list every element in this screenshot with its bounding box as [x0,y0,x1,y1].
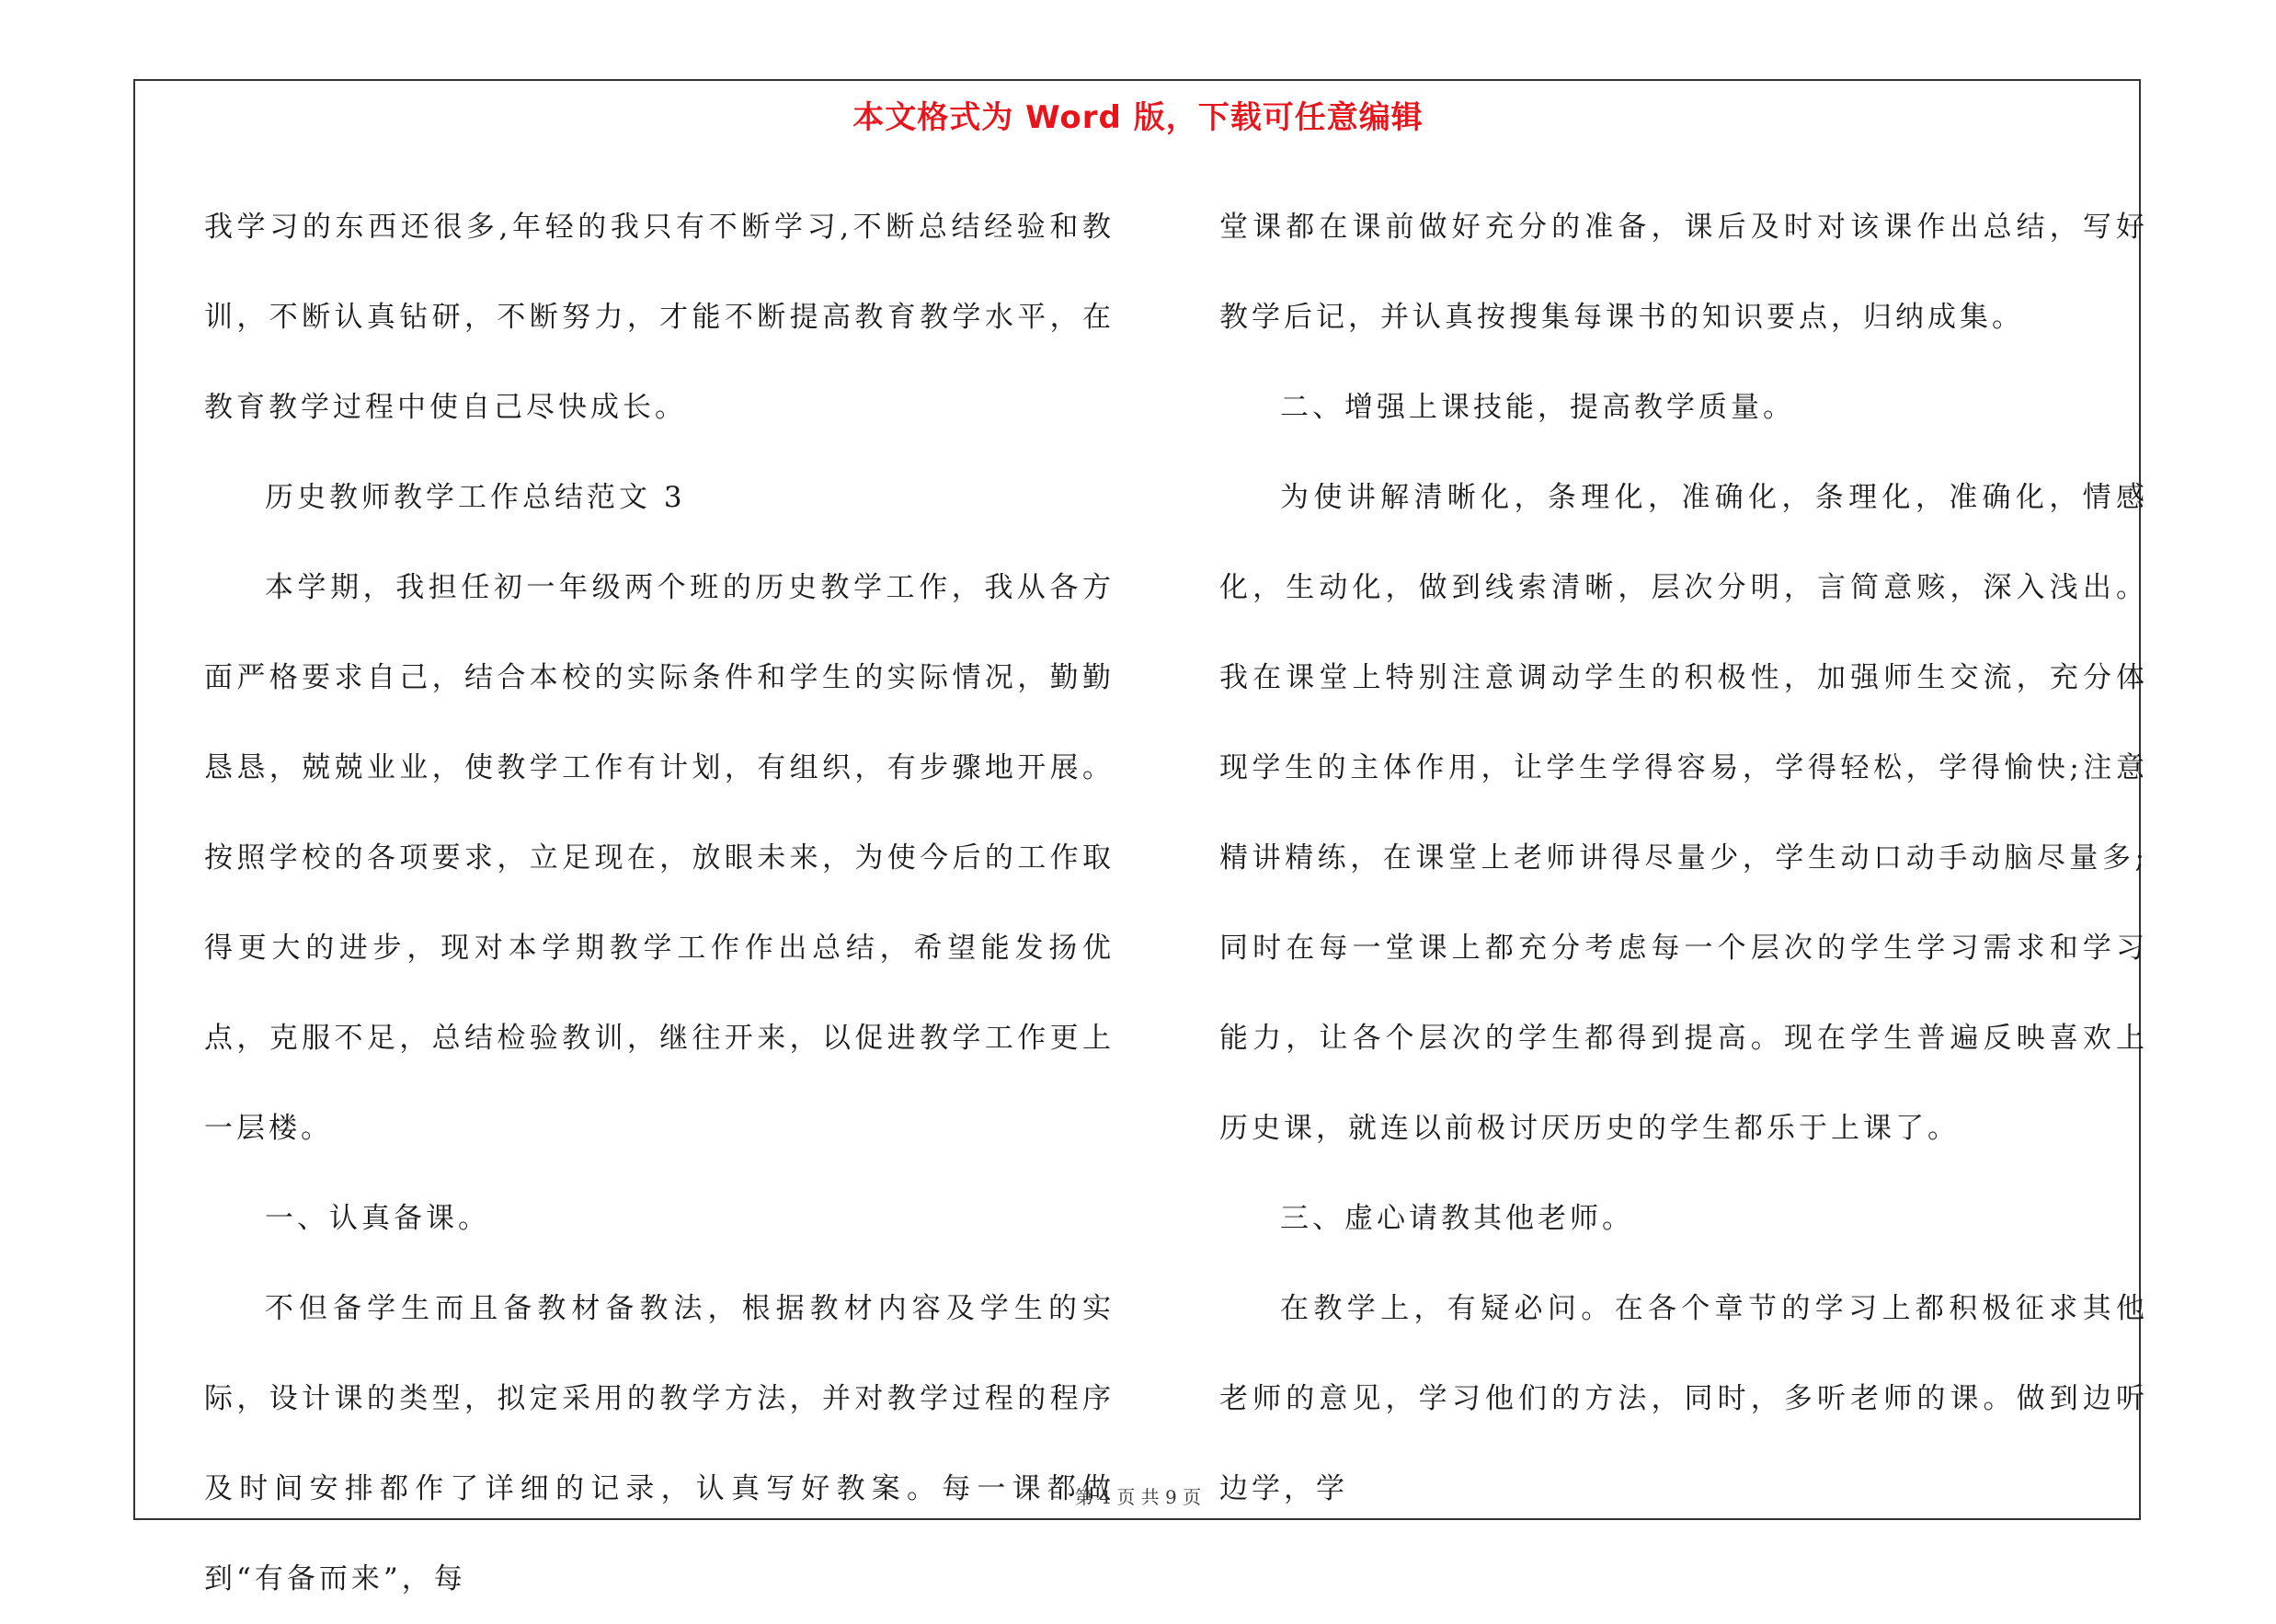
section-heading-title: 历史教师教学工作总结范文 3 [265,481,686,514]
paragraph-intro: 本学期，我担任初一年级两个班的历史教学工作，我从各方面严格要求自己，结合本校的实际条件和学生的实际情况，勤勤恳恳，兢兢业业，使教学工作有计划，有组织，有步骤地开展。按照学校的各项要求，立足现在，放眼未来，为使今后的工作取得更大的进步，现对本学期教学工作作出总结，希望能发扬优点，克服不足，总结检验教训，继往开来，以促进教学工作更上一层楼。 [204,571,1115,1145]
paragraph-lesson-prep: 不但备学生而且备教材备教法，根据教材内容及学生的实际，设计课的类型，拟定采用的教学方法，并对教学过程的程序及时间安排都作了详细的记录，认真写好教案。每一课都做到“有备而来”，每 [204,1292,1115,1595]
section-heading-2: 二、增强上课技能，提高教学质量。 [1280,391,1795,424]
section-heading-1: 一、认真备课。 [265,1202,490,1235]
word-format-banner: 本文格式为 Word 版，下载可任意编辑 [852,99,1424,136]
left-text-column [204,182,1115,1624]
paragraph-teaching-skills: 为使讲解清晰化，条理化，准确化，条理化，准确化，情感化，生动化，做到线索清晰，层次分明，言简意赅，深入浅出。我在课堂上特别注意调动学生的积极性，加强师生交流，充分体现学生的主体作用，让学生学得容易，学得轻松，学得愉快;注意精讲精练，在课堂上老师讲得尽量少，学生动口动手动脑尽量多;同时在每一堂课上都充分考虑每一个层次的学生学习需求和学习能力，让各个层次的学生都得到提高。现在学生普遍反映喜欢上历史课，就连以前极讨厌历史的学生都乐于上课了。 [1219,481,2148,1145]
paragraph-continuation-right: 堂课都在课前做好充分的准备，课后及时对该课作出总结，写好教学后记，并认真按搜集每课书的知识要点，归纳成集。 [1219,211,2148,334]
page-number-footer: 第 4 页 共 9 页 [1074,1486,1202,1508]
right-text-column [1219,182,2148,1534]
section-heading-3: 三、虚心请教其他老师。 [1280,1202,1634,1235]
paragraph-ask-colleagues: 在教学上，有疑必问。在各个章节的学习上都积极征求其他老师的意见，学习他们的方法，同时，多听老师的课。做到边听边学，学 [1219,1292,2148,1505]
paragraph-continuation: 我学习的东西还很多,年轻的我只有不断学习,不断总结经验和教训，不断认真钻研，不断努力，才能不断提高教育教学水平，在教育教学过程中使自己尽快成长。 [204,211,1115,424]
